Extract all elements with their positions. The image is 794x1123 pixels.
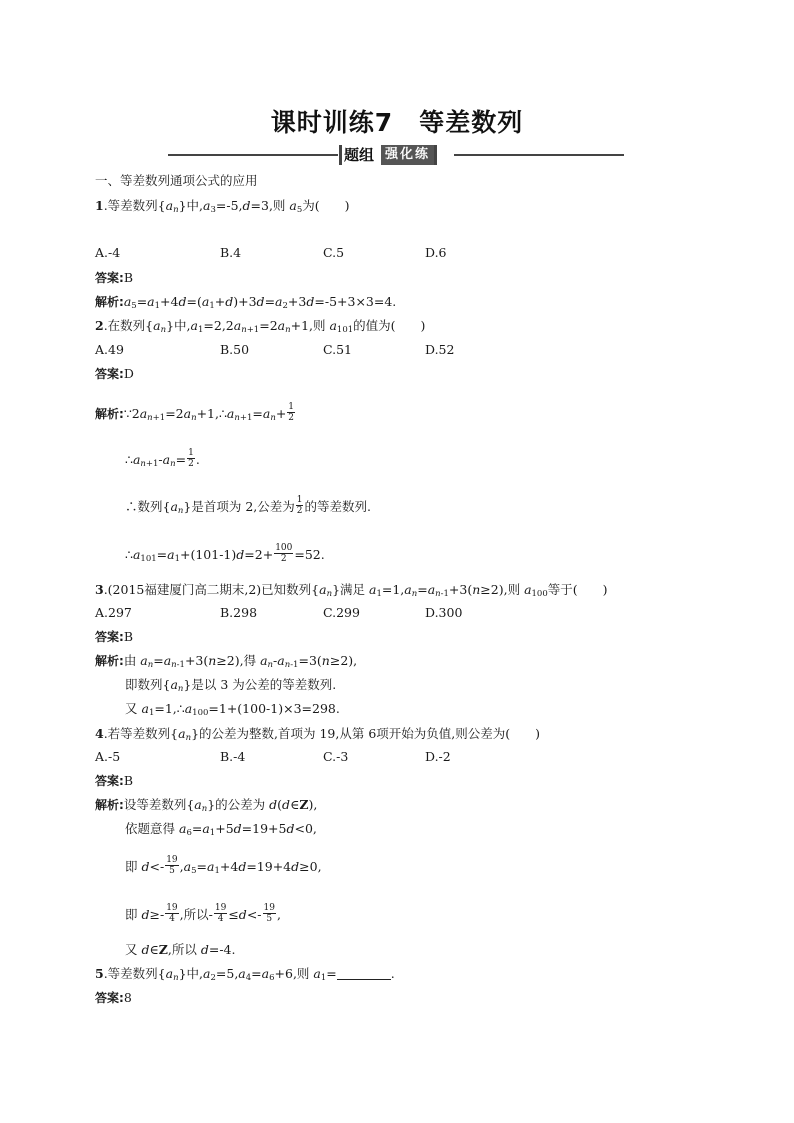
- solution-2-line-1: 解析$:\because 2a_{n+1}=2a_n+1,\therefore a_{n+1}=a_n+$ $\frac{1}{2}$: [95, 402, 295, 423]
- question-2: 2.在数列$\{a_n\}$中$,a_1=2,2a_{n+1}=2a_n+1$,则 $a_{101}$的值为( ): [95, 318, 426, 335]
- option-d: D.6: [425, 245, 447, 260]
- question-source: .(2015福建厦门高二期末,2): [103, 582, 262, 597]
- solution-4-line-3: 即 d<- $\frac{19}{5}$ $,a_5=a_1+4d=19+4d\ge 0$,: [125, 855, 322, 876]
- option-a: A.-4: [95, 245, 121, 260]
- solution-2-line-2: $\therefore a_{n+1}-a_n=$ $\frac{1}{2}$ .: [125, 448, 200, 469]
- question-4: 4.若等差数列$\{a_n\}$的公差为整数,首项为 19,从第 6项开始为负值,则公差为( ): [95, 726, 541, 743]
- question-number: 4: [95, 726, 104, 741]
- banner-label-group: 题组: [339, 145, 376, 165]
- option-b: B.4: [220, 245, 242, 260]
- option-c: C.299: [323, 605, 360, 620]
- option-d: D.-2: [425, 749, 451, 764]
- solution-2-line-3: ∴数列$\{a_n\}$是首项为 2,公差为 $\frac{1}{2}$ 的等差数列.: [125, 495, 371, 516]
- answer-4: 答案:B: [95, 773, 133, 788]
- question-number: 1: [95, 198, 104, 213]
- answer-5: 答案:8: [95, 990, 132, 1005]
- section-banner: [168, 145, 624, 165]
- question-3-options: [95, 605, 615, 621]
- option-c: C.-3: [323, 749, 349, 764]
- question-3: 3.(2015福建厦门高二期末,2)已知数列$\{a_n\}$满足 $a_1=1,a_n=a_{n-1}+3(n\ge 2)$,则 $a_{100}$等于( ): [95, 582, 608, 599]
- solution-2-line-4: $\therefore a_{101}=a_1+(101-1)d=2+$ $\frac{100}{2}$ =52.: [125, 543, 325, 564]
- solution-1: 解析$:a_5=a_1+4d=(a_1+d)+3d=a_2+3d=-5+3\times 3=4$.: [95, 294, 397, 311]
- question-number: 2: [95, 318, 104, 333]
- answer-3: 答案:B: [95, 629, 133, 644]
- banner-rule-left: [168, 154, 338, 156]
- question-4-options: [95, 749, 615, 765]
- option-a: A.49: [95, 342, 124, 357]
- option-b: B.50: [220, 342, 250, 357]
- solution-3-line-3: 又 $a_1=1,\therefore a_{100}=1+(100-1)\times 3=298$.: [125, 701, 340, 718]
- question-1-options: [95, 245, 615, 261]
- question-number: 3: [95, 582, 104, 597]
- option-c: C.51: [323, 342, 352, 357]
- banner-rule-right: [454, 154, 624, 156]
- answer-blank[interactable]: [337, 967, 391, 980]
- solution-4-line-5: 又 d∈Z,所以 d=-4.: [125, 942, 236, 957]
- question-2-options: [95, 342, 615, 358]
- option-a: A.-5: [95, 749, 121, 764]
- question-5: 5.等差数列$\{a_n\}$中$,a_2=5,a_4=a_6+6$,则 $a_1=$ .: [95, 966, 395, 983]
- solution-3-line-1: 解析:由 $a_n=a_{n-1}+3(n\ge 2)$,得 $a_n-a_{n-1}=3(n\ge 2)$,: [95, 653, 358, 670]
- option-c: C.5: [323, 245, 345, 260]
- answer-2: 答案:D: [95, 366, 134, 381]
- option-d: D.52: [425, 342, 455, 357]
- option-a: A.297: [95, 605, 132, 620]
- answer-1: 答案:B: [95, 270, 133, 285]
- option-d: D.300: [425, 605, 463, 620]
- solution-3-line-2: 即数列$\{a_n\}$是以 3 为公差的等差数列.: [125, 677, 337, 694]
- section-heading: 一、等差数列通项公式的应用: [95, 173, 258, 188]
- option-b: B.298: [220, 605, 258, 620]
- option-b: B.-4: [220, 749, 246, 764]
- solution-4-line-1: 解析:设等差数列$\{a_n\}$的公差为 d(d∈Z),: [95, 797, 318, 814]
- solution-4-line-2: 依题意得 $a_6=a_1+5d=19+5d<0$,: [125, 821, 317, 838]
- banner-label-practice: 强化练: [381, 145, 437, 165]
- question-1: 1.等差数列$\{a_n\}$中$,a_3=-5,d=3$,则 $a_5$为( ): [95, 198, 350, 215]
- question-number: 5: [95, 966, 104, 981]
- page-title: 课时训练7 等差数列: [270, 108, 524, 137]
- solution-4-line-4: 即 d≥- $\frac{19}{4}$ ,所以- $\frac{19}{4}$ ≤d<- $\frac{19}{5}$ ,: [125, 903, 281, 924]
